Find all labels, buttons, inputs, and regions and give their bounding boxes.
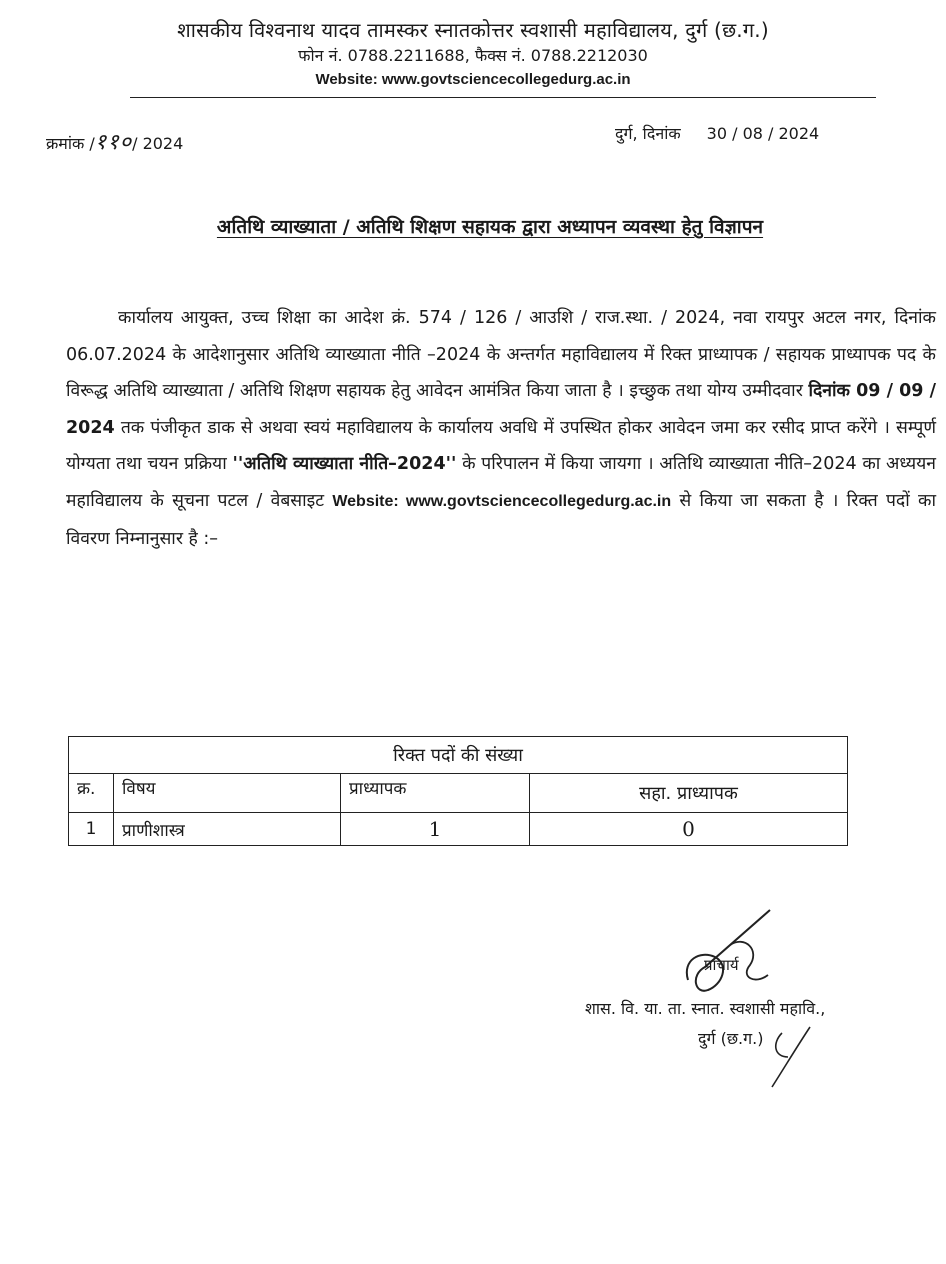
body-part-4: से किया जा सकता है । रिक्त पदों का विवरण निम्नानुसार है :–	[66, 490, 936, 549]
reference-year: / 2024	[132, 134, 184, 153]
body-part-3: के परिपालन में किया जायगा । अतिथि व्याख्याता नीति–2024 का अध्ययन महाविद्यालय के सूचना पटल / वेबसाइट	[66, 454, 936, 511]
dateline-date: 30 / 08 / 2024	[706, 124, 820, 143]
table-caption: रिक्त पदों की संख्या	[69, 737, 848, 774]
deadline-date: दिनांक 09 / 09 / 2024	[66, 381, 936, 438]
website-line	[0, 71, 946, 88]
contact-line: फोन नं. 0788.2211688, फैक्स नं. 0788.2212030	[298, 46, 648, 65]
institution-name: शासकीय विश्वनाथ यादव तामस्कर स्नातकोत्तर स्वशासी महाविद्यालय, दुर्ग (छ.ग.)	[177, 18, 769, 42]
header-assistant-professor: सहा. प्राध्यापक	[530, 774, 848, 813]
header-subject: विषय	[114, 774, 341, 813]
reference-handwritten-number: ११०	[94, 130, 133, 155]
header-professor: प्राध्यापक	[341, 774, 530, 813]
cell-assistant-professor-count: 0	[530, 813, 848, 846]
policy-name: ''अतिथि व्याख्याता नीति–2024''	[232, 454, 457, 475]
website-label: Website:	[315, 71, 378, 88]
dateline-label: दुर्ग, दिनांक	[615, 124, 681, 143]
reference-prefix: क्रमांक /	[46, 134, 95, 153]
signatory-title: प्राचार्य	[704, 956, 739, 974]
signatory-city: दुर्ग (छ.ग.)	[698, 1029, 764, 1048]
website-url: www.govtsciencecollegedurg.ac.in	[381, 71, 631, 88]
cell-serial: 1	[69, 813, 114, 846]
signatory-office: शास. वि. या. ता. स्नात. स्वशासी महावि.,	[585, 999, 826, 1018]
cell-subject: प्राणीशास्त्र	[114, 813, 341, 846]
header-serial: क्र.	[69, 774, 114, 813]
cell-professor-count: 1	[341, 813, 530, 846]
notice-paragraph	[66, 300, 936, 557]
reference-number	[46, 126, 183, 156]
notice-body	[66, 300, 936, 557]
dateline	[615, 122, 819, 144]
vacancy-table	[68, 736, 848, 846]
table-header-row	[69, 774, 848, 813]
body-part-1: कार्यालय आयुक्त, उच्च शिक्षा का आदेश क्रं. 574 / 126 / आउशि / राज.स्था. / 2024, नवा रायपुर अटल नगर, दिनांक 06.07.2024 के आदेशानुसार अतिथि व्याख्याता नीति –2024 के अन्तर्गत महाविद्यालय में रिक्त प्राध्यापक / सहायक प्राध्यापक पद के विरूद्ध अतिथि व्याख्याता / अतिथि शिक्षण सहायक हेतु आवेदन आमंत्रित किया जाता है । इच्छुक तथा योग्य उम्मीदवार	[66, 308, 936, 402]
body-website: Website: www.govtsciencecollegedurg.ac.in	[332, 492, 672, 510]
body-part-2: तक पंजीकृत डाक से अथवा स्वयं महाविद्यालय के कार्यालय अवधि में उपस्थित होकर आवेदन जमा कर रसीद प्राप्त करेंगे । सम्पूर्ण योग्यता तथा चयन प्रक्रिया	[66, 417, 936, 475]
header-divider	[130, 97, 876, 98]
subject-heading: अतिथि व्याख्याता / अतिथि शिक्षण सहायक द्वारा अध्यापन व्यवस्था हेतु विज्ञापन	[216, 216, 764, 238]
table-row	[69, 813, 848, 846]
